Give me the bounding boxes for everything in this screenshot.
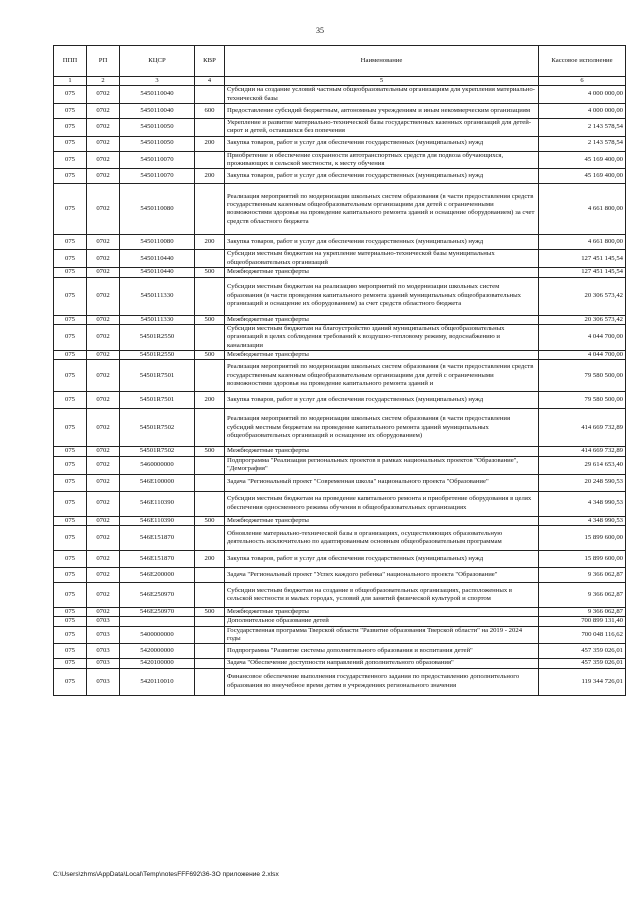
column-number: 5 [225,77,539,86]
cell-ppp: 075 [54,567,87,582]
cell-name: Закупка товаров, работ и услуг для обеспечения государственных (муниципальных) нужд [225,550,539,567]
cell-name: Субсидии местным бюджетам на проведение капитального ремонта и приобретение оборудования в целях обеспечения односменного режима обучения в общеобразовательных организациях [225,491,539,516]
cell-rp: 0702 [87,151,120,169]
cell-kcsr: 5450110440 [120,250,195,268]
cell-amount: 79 580 500,00 [539,360,626,392]
cell-rp: 0702 [87,474,120,491]
cell-name: Реализация мероприятий по модернизации школьных систем образования (в части предоставления субсидий местным бюджетам на проведение капитального ремонта зданий муниципальных общеобразовательных организаций и оснащение их оборудованием) [225,409,539,447]
table-row [54,456,626,474]
cell-ppp: 075 [54,151,87,169]
table-row [54,659,626,668]
cell-kcsr: 54501R7501 [120,392,195,409]
cell-kcsr: 5400000000 [120,626,195,644]
cell-kcsr: 5450110040 [120,86,195,104]
cell-amount: 457 359 026,01 [539,644,626,659]
table-row [54,474,626,491]
cell-ppp: 075 [54,582,87,607]
cell-name: Субсидии местным бюджетам на укрепление материально-технической базы муниципальных общеобразовательных организаций [225,250,539,268]
cell-kcsr: 54501R7502 [120,409,195,447]
cell-name: Межбюджетные трансферты [225,351,539,360]
cell-name: Закупка товаров, работ и услуг для обеспечения государственных (муниципальных) нужд [225,235,539,250]
table-row [54,617,626,626]
table-row [54,360,626,392]
cell-rp: 0702 [87,516,120,525]
cell-amount: 2 143 578,54 [539,118,626,136]
cell-rp: 0703 [87,626,120,644]
cell-kcsr: 546E110390 [120,491,195,516]
cell-kcsr: 5450110050 [120,136,195,151]
cell-name: Задача "Обеспечение доступности направлений дополнительного образования" [225,659,539,668]
cell-ppp: 075 [54,491,87,516]
cell-amount: 119 344 726,01 [539,668,626,695]
budget-execution-table [53,45,626,696]
cell-ppp: 075 [54,659,87,668]
cell-name: Подпрограмма "Реализация региональных проектов в рамках национальных проектов "Образование", "Демография" [225,456,539,474]
cell-name: Дополнительное образование детей [225,617,539,626]
cell-amount: 20 306 573,42 [539,315,626,324]
header-row [54,46,626,77]
cell-rp: 0702 [87,169,120,184]
table-row [54,607,626,616]
cell-rp: 0702 [87,277,120,315]
table-row [54,644,626,659]
cell-ppp: 075 [54,607,87,616]
cell-amount: 4 661 800,00 [539,184,626,235]
cell-ppp: 075 [54,103,87,118]
cell-rp: 0702 [87,409,120,447]
cell-amount: 127 451 145,54 [539,268,626,277]
cell-ppp: 075 [54,447,87,456]
cell-ppp: 075 [54,184,87,235]
cell-name: Реализация мероприятий по модернизации школьных систем образования (в части предоставления средств государственным казенным общеобразовательным организациям для детей с ограниченными возможностями здоровья на проведение капитального ремонта зданий и [225,360,539,392]
cell-rp: 0703 [87,644,120,659]
cell-name: Подпрограмма "Развитие системы дополнительного образования и воспитания детей" [225,644,539,659]
cell-name: Закупка товаров, работ и услуг для обеспечения государственных (муниципальных) нужд [225,136,539,151]
cell-kcsr: 54501R7502 [120,447,195,456]
column-number: 4 [195,77,225,86]
footer-file-path: C:\Users\zhms\AppData\Local\Temp\notesFFF692\36-ЗО приложение 2.xlsx [53,871,279,878]
cell-amount: 9 366 062,87 [539,567,626,582]
cell-ppp: 075 [54,516,87,525]
cell-kvr [195,184,225,235]
table-row [54,136,626,151]
cell-ppp: 075 [54,409,87,447]
cell-ppp: 075 [54,626,87,644]
cell-name: Приобретение и обеспечение сохранности автотранспортных средств для подвоза обучающихся, проживающих в сельской местности, к месту обучения [225,151,539,169]
cell-kcsr: 5450110440 [120,268,195,277]
cell-amount: 45 169 400,00 [539,151,626,169]
cell-rp: 0703 [87,617,120,626]
header-amount: Кассовое исполнение [539,46,626,77]
cell-kvr [195,644,225,659]
cell-kcsr: 5420000000 [120,644,195,659]
cell-rp: 0702 [87,235,120,250]
cell-rp: 0702 [87,392,120,409]
cell-name: Межбюджетные трансферты [225,516,539,525]
cell-amount: 700 899 131,40 [539,617,626,626]
cell-ppp: 075 [54,86,87,104]
cell-name: Межбюджетные трансферты [225,268,539,277]
cell-ppp: 075 [54,392,87,409]
cell-rp: 0702 [87,351,120,360]
table-row [54,151,626,169]
cell-kvr: 200 [195,235,225,250]
cell-ppp: 075 [54,268,87,277]
cell-kvr [195,617,225,626]
cell-kcsr: 5450111330 [120,315,195,324]
column-number: 2 [87,77,120,86]
cell-name: Субсидии местным бюджетам на благоустройство зданий муниципальных общеобразовательных организаций в целях соблюдения требований к воздушно-тепловому режиму, водоснабжению и канализации [225,324,539,350]
cell-amount: 45 169 400,00 [539,169,626,184]
cell-ppp: 075 [54,277,87,315]
cell-ppp: 075 [54,617,87,626]
cell-kvr: 500 [195,607,225,616]
header-kvr: КВР [195,46,225,77]
cell-rp: 0702 [87,268,120,277]
column-number: 6 [539,77,626,86]
cell-ppp: 075 [54,360,87,392]
cell-rp: 0702 [87,250,120,268]
cell-rp: 0702 [87,86,120,104]
cell-amount: 700 048 116,62 [539,626,626,644]
cell-kvr: 600 [195,103,225,118]
cell-amount: 2 143 578,54 [539,136,626,151]
cell-kvr [195,118,225,136]
cell-kcsr: 54501R2550 [120,351,195,360]
cell-kvr [195,659,225,668]
cell-kvr [195,277,225,315]
table-row [54,550,626,567]
page-number: 35 [316,26,324,35]
cell-rp: 0702 [87,184,120,235]
cell-ppp: 075 [54,136,87,151]
cell-rp: 0702 [87,103,120,118]
table-row [54,268,626,277]
cell-rp: 0702 [87,525,120,550]
header-name: Наименование [225,46,539,77]
cell-kvr: 500 [195,268,225,277]
table-row [54,516,626,525]
table-row [54,324,626,350]
cell-name: Государственная программа Тверской области "Развитие образования Тверской области" на 2019 - 2024 годы [225,626,539,644]
cell-amount: 127 451 145,54 [539,250,626,268]
cell-amount: 15 899 600,00 [539,525,626,550]
table-body [54,86,626,696]
cell-name: Субсидии местным бюджетам на создание в общеобразовательных организациях, расположенных в сельской местности и малых городах, условий для занятий физической культурой и спортом [225,582,539,607]
cell-ppp: 075 [54,474,87,491]
table-row [54,169,626,184]
cell-kcsr: 5450110050 [120,118,195,136]
column-number: 3 [120,77,195,86]
cell-kvr [195,456,225,474]
cell-kvr: 500 [195,516,225,525]
table-row [54,235,626,250]
cell-ppp: 075 [54,550,87,567]
table-row [54,392,626,409]
cell-kvr [195,250,225,268]
cell-amount: 9 366 062,87 [539,582,626,607]
cell-kcsr: 5450110080 [120,235,195,250]
header-rp: РП [87,46,120,77]
cell-kvr [195,582,225,607]
cell-rp: 0703 [87,659,120,668]
cell-kcsr: 546E151870 [120,550,195,567]
cell-kvr [195,360,225,392]
cell-kcsr: 5420110010 [120,668,195,695]
cell-kvr [195,86,225,104]
cell-amount: 20 306 573,42 [539,277,626,315]
table-row [54,582,626,607]
cell-ppp: 075 [54,324,87,350]
table-row [54,409,626,447]
cell-rp: 0702 [87,456,120,474]
cell-amount: 4 000 000,00 [539,86,626,104]
cell-kcsr: 546E151870 [120,525,195,550]
cell-ppp: 075 [54,351,87,360]
cell-ppp: 075 [54,250,87,268]
cell-kvr: 200 [195,392,225,409]
cell-kcsr: 5460000000 [120,456,195,474]
cell-ppp: 075 [54,315,87,324]
table-row [54,351,626,360]
cell-amount: 414 669 732,89 [539,447,626,456]
table-row [54,315,626,324]
cell-rp: 0702 [87,136,120,151]
table-row [54,277,626,315]
cell-kcsr: 5450110080 [120,184,195,235]
cell-rp: 0702 [87,118,120,136]
cell-name: Межбюджетные трансферты [225,315,539,324]
cell-ppp: 075 [54,118,87,136]
cell-ppp: 075 [54,169,87,184]
header-ppp: ППП [54,46,87,77]
cell-amount: 4 000 000,00 [539,103,626,118]
table-row [54,525,626,550]
cell-rp: 0702 [87,315,120,324]
table-row [54,626,626,644]
cell-kvr [195,626,225,644]
table-row [54,668,626,695]
cell-kvr [195,324,225,350]
cell-ppp: 075 [54,644,87,659]
cell-kcsr: 5420100000 [120,659,195,668]
table-row [54,184,626,235]
cell-name: Субсидии местным бюджетам на реализацию мероприятий по модернизации школьных систем образования (в части проведения капитального ремонта зданий муниципальных общеобразовательных организаций и оснащение их оборудованием) за счет средств областного бюджета [225,277,539,315]
cell-kcsr: 546E250970 [120,607,195,616]
cell-kcsr: 546E200000 [120,567,195,582]
cell-kvr: 500 [195,315,225,324]
cell-amount: 414 669 732,89 [539,409,626,447]
table-row [54,86,626,104]
cell-name: Обновление материально-технической базы в организациях, осуществляющих образовательную деятельность исключительно по адаптированным основным общеобразовательным программам [225,525,539,550]
cell-kcsr: 5450110070 [120,169,195,184]
cell-kcsr: 546E110390 [120,516,195,525]
cell-amount: 4 348 990,53 [539,491,626,516]
table-row [54,250,626,268]
cell-amount: 9 366 062,87 [539,607,626,616]
cell-rp: 0702 [87,324,120,350]
table-row [54,491,626,516]
cell-ppp: 075 [54,668,87,695]
cell-rp: 0702 [87,360,120,392]
cell-amount: 15 899 600,00 [539,550,626,567]
cell-kcsr: 5450110040 [120,103,195,118]
cell-name: Межбюджетные трансферты [225,447,539,456]
cell-rp: 0702 [87,582,120,607]
cell-name: Межбюджетные трансферты [225,607,539,616]
cell-kcsr: 546E250970 [120,582,195,607]
cell-name: Закупка товаров, работ и услуг для обеспечения государственных (муниципальных) нужд [225,169,539,184]
cell-kcsr: 54501R7501 [120,360,195,392]
cell-amount: 4 661 800,00 [539,235,626,250]
table-row [54,447,626,456]
table-row [54,118,626,136]
cell-amount: 457 359 026,01 [539,659,626,668]
cell-rp: 0702 [87,567,120,582]
cell-name: Задача "Региональный проект "Современная школа" национального проекта "Образование" [225,474,539,491]
header-kcsr: КЦСР [120,46,195,77]
cell-rp: 0703 [87,668,120,695]
cell-rp: 0702 [87,550,120,567]
cell-kvr [195,491,225,516]
cell-amount: 4 044 700,00 [539,324,626,350]
table-row [54,103,626,118]
cell-kvr [195,668,225,695]
cell-name: Предоставление субсидий бюджетным, автономным учреждениям и иным некоммерческим организациям [225,103,539,118]
cell-name: Реализация мероприятий по модернизации школьных систем образования (в части предоставления средств государственным казенным общеобразовательным организациям для детей с ограниченными возможностями здоровья на проведение капитального ремонта зданий и оснащение оборудованием) за счет средств областного бюджета [225,184,539,235]
cell-ppp: 075 [54,235,87,250]
cell-ppp: 075 [54,456,87,474]
cell-kcsr [120,617,195,626]
cell-kcsr: 54501R2550 [120,324,195,350]
cell-name: Закупка товаров, работ и услуг для обеспечения государственных (муниципальных) нужд [225,392,539,409]
column-number: 1 [54,77,87,86]
cell-kvr: 200 [195,169,225,184]
cell-name: Субсидии на создание условий частным общеобразовательным организациям для укрепления материально-технической базы [225,86,539,104]
table-row [54,567,626,582]
cell-kvr: 500 [195,447,225,456]
cell-amount: 20 248 590,53 [539,474,626,491]
cell-rp: 0702 [87,491,120,516]
cell-kvr [195,567,225,582]
cell-kcsr: 546E100000 [120,474,195,491]
column-number-row [54,77,626,86]
cell-amount: 29 614 653,40 [539,456,626,474]
cell-kcsr: 5450111330 [120,277,195,315]
cell-rp: 0702 [87,447,120,456]
cell-kvr [195,474,225,491]
cell-amount: 4 348 990,53 [539,516,626,525]
cell-name: Укрепление и развитие материально-технической базы государственных казенных организаций для детей-сирот и детей, оставшихся без попечения [225,118,539,136]
cell-kvr: 500 [195,351,225,360]
cell-ppp: 075 [54,525,87,550]
cell-kvr [195,525,225,550]
cell-amount: 4 044 700,00 [539,351,626,360]
cell-kvr [195,151,225,169]
cell-kvr [195,409,225,447]
cell-kvr: 200 [195,136,225,151]
cell-name: Финансовое обеспечение выполнения государственного задания по предоставлению дополнительного образования во внеучебное время детям в учреждениях регионального значения [225,668,539,695]
cell-amount: 79 580 500,00 [539,392,626,409]
cell-kcsr: 5450110070 [120,151,195,169]
cell-kvr: 200 [195,550,225,567]
cell-name: Задача "Региональный проект "Успех каждого ребенка" национального проекта "Образование" [225,567,539,582]
cell-rp: 0702 [87,607,120,616]
